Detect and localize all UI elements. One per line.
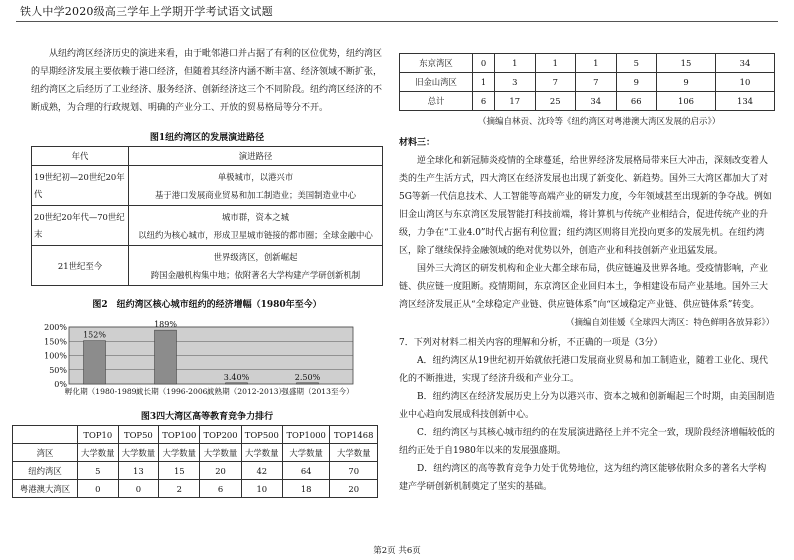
- row-label-header: 湾区: [13, 444, 78, 462]
- bar: [226, 383, 248, 384]
- table1-era-cell: 21世纪至今: [32, 246, 129, 286]
- sub-header: 大学数量: [330, 444, 378, 462]
- value-cell: 9: [657, 73, 716, 92]
- data-label: 2.50%: [294, 372, 321, 382]
- bar: [297, 383, 319, 384]
- table1-path-line: 跨国金融机构集中地；依附著名大学构建产学研创新机制: [150, 269, 361, 280]
- table-row: [400, 92, 775, 111]
- value-cell: 7: [535, 73, 576, 92]
- value-cell: 70: [330, 462, 378, 480]
- value-cell: 13: [118, 462, 159, 480]
- col-header: TOP100: [159, 426, 200, 444]
- table1-path-line: 城市群，资本之城: [222, 211, 289, 222]
- value-cell: 106: [657, 92, 716, 111]
- value-cell: 20: [200, 462, 241, 480]
- sub-header: 大学数量: [200, 444, 241, 462]
- table1-era-cell: 19世纪初—20世纪20年代: [32, 166, 129, 206]
- table1-path-line: 以纽约为核心城市，形成卫星城市链接的都市圈；全球金融中心: [138, 229, 373, 240]
- page-number: 第2页 共6页: [373, 546, 421, 556]
- value-cell: 64: [282, 462, 330, 480]
- bar: [155, 330, 177, 384]
- table-row: [13, 480, 378, 498]
- col-header: TOP200: [200, 426, 241, 444]
- x-category-label: 成熟期（2012-2013）: [206, 387, 287, 396]
- value-cell: 10: [715, 73, 774, 92]
- header-divider: [16, 21, 778, 22]
- material-three-title: 材料三：: [399, 138, 436, 148]
- option-a: A．纽约湾区从19世纪初开始就依托港口发展商业贸易和加工制造业，随着工业化、现代化的不断推进，实现了经济升级和产业分工。: [399, 356, 768, 384]
- table-source: （摘编自林贡、沈玲等《纽约湾区对粤港澳大湾区发展的启示》）: [478, 117, 721, 127]
- value-cell: 5: [616, 54, 657, 73]
- economic-growth-chart: [31, 315, 361, 397]
- data-label: 152%: [83, 330, 106, 340]
- value-cell: 134: [715, 92, 774, 111]
- table3-caption: 图3四大湾区高等教育竞争力排行: [140, 412, 274, 422]
- value-cell: 15: [657, 54, 716, 73]
- value-cell: 17: [495, 92, 536, 111]
- bay-name: 东京湾区: [400, 54, 473, 73]
- option-d: D．纽约湾区的高等教育竞争力处于优势地位，这为纽约湾区能够依附众多的著名大学构建产学研创新机制奠定了坚实的基础。: [399, 464, 767, 492]
- question-7-stem: 7．下列对材料二相关内容的理解和分析，不正确的一项是（3分）: [399, 338, 663, 348]
- bay-name: 粤港澳大湾区: [13, 480, 78, 498]
- value-cell: 20: [330, 480, 378, 498]
- sub-header: 大学数量: [118, 444, 159, 462]
- exam-header-title: 铁人中学2020级高三学年上学期开学考试语文试题: [20, 5, 273, 18]
- x-category-label: 成长期（1996-2006）: [135, 387, 216, 396]
- table1-caption: 图1纽约湾区的发展演进路径: [149, 133, 265, 143]
- material-three-paragraph-1: 逆全球化和新冠肺炎疫情的全球蔓延，给世界经济发展格局带来巨大冲击，深刻改变着人类的生产生活方式，四大湾区在经济发展也出现了新变化、新趋势。国外三大湾区都加大了对5G等新一代信息技术、人工智能等高端产业的研发力度，今年领域甚至出现新的争夺战。例如旧金山湾区与东京湾区发展智能打科技前端，将计算机与传统产业相结合，促进传统产业的升级，力争在“工业4.0”时代占据有利位置；纽约湾区则将目光投向更多的发展先机。在纽约湾区，除了继续保持金融领域的绝对优势以外，创造产业和科技创新产业迅猛发展。: [399, 156, 772, 256]
- value-cell: 66: [616, 92, 657, 111]
- value-cell: 9: [616, 73, 657, 92]
- col-header: TOP10: [78, 426, 119, 444]
- table-row: [400, 54, 775, 73]
- sub-header: 大学数量: [282, 444, 330, 462]
- value-cell: 15: [159, 462, 200, 480]
- table1-path-cell: [129, 206, 383, 246]
- table1-path-cell: [129, 246, 383, 286]
- table-row: [13, 462, 378, 480]
- value-cell: 5: [78, 462, 119, 480]
- education-ranking-table: [12, 425, 378, 498]
- col-header: TOP50: [118, 426, 159, 444]
- y-tick-label: 150%: [44, 337, 67, 347]
- value-cell: 0: [473, 54, 495, 73]
- chart-caption: 图2 纽约湾区核心城市纽约的经济增幅（1980年至今）: [92, 300, 322, 310]
- value-cell: 10: [241, 480, 282, 498]
- value-cell: 1: [473, 73, 495, 92]
- value-cell: 1: [576, 54, 617, 73]
- y-tick-label: 100%: [44, 351, 67, 361]
- material-three-source: （摘编自刘佳媛《全球四大湾区：特色鲜明各放异彩》）: [566, 318, 775, 328]
- table1-header-path: 演进路径: [129, 147, 383, 166]
- sub-header: 大学数量: [159, 444, 200, 462]
- value-cell: 25: [535, 92, 576, 111]
- value-cell: 0: [78, 480, 119, 498]
- y-tick-label: 50%: [49, 365, 67, 375]
- table1-path-line: 基于港口发展商业贸易和加工制造业；美国制造业中心: [155, 189, 356, 200]
- sub-header: 大学数量: [78, 444, 119, 462]
- value-cell: 6: [473, 92, 495, 111]
- development-path-table: [31, 146, 383, 286]
- value-cell: 18: [282, 480, 330, 498]
- col-header: TOP1000: [282, 426, 330, 444]
- table1-path-line: 单极城市，以港兴市: [217, 171, 294, 182]
- table1-era-cell: 20世纪20年代—70世纪末: [32, 206, 129, 246]
- value-cell: 34: [576, 92, 617, 111]
- value-cell: 34: [715, 54, 774, 73]
- y-tick-label: 200%: [44, 323, 67, 332]
- bar: [84, 341, 106, 384]
- value-cell: 7: [576, 73, 617, 92]
- data-label: 189%: [154, 320, 177, 330]
- table1-header-era: 年代: [32, 147, 129, 166]
- value-cell: 42: [241, 462, 282, 480]
- education-ranking-table-continued: [399, 53, 775, 111]
- value-cell: 0: [118, 480, 159, 498]
- table-row: [400, 73, 775, 92]
- bay-name: 总计: [400, 92, 473, 111]
- value-cell: 3: [495, 73, 536, 92]
- table1-path-line: 世界级湾区，创新崛起: [213, 251, 298, 262]
- x-category-label: 孵化期（1980-1989）: [64, 387, 145, 396]
- intro-paragraph: 从纽约湾区经济历史的演进来看，由于毗邻港口并占据了有利的区位优势，纽约湾区的早期经济发展主要依赖于港口经济，但随着其经济内涵不断丰富、经济领域不断扩张，纽约湾区之后经历了工业经济、服务经济、创新经济这三个不同阶段。纽约湾区经济的不断成熟，为合理的行政规划、明确的产业分工、开放的贸易格局等分不开。: [31, 49, 383, 113]
- table1-path-cell: [129, 166, 383, 206]
- bay-name: 旧金山湾区: [400, 73, 473, 92]
- material-three-paragraph-2: 国外三大湾区的研发机构和企业大都全球布局，供应链遍及世界各地。受疫情影响，产业链、供应链一度阻断。疫情期间，东京湾区企业回归本土，争相建设布局产业基地。国外三大湾区经济发展正从“全球稳定产业链、供应链体系”向“区域稳定产业链、供应链体系”转变。: [399, 264, 769, 310]
- col-header: TOP500: [241, 426, 282, 444]
- option-b: B．纽约湾区在经济发展历史上分为以港兴市、资本之城和创新崛起三个时期，由美国制造业中心趋向发展成科技创新中心。: [399, 392, 775, 420]
- y-tick-label: 0%: [54, 380, 67, 389]
- bay-name: 纽约湾区: [13, 462, 78, 480]
- x-category-label: 强盛期（2013至今）: [281, 387, 354, 396]
- sub-header: 大学数量: [241, 444, 282, 462]
- data-label: 3.40%: [223, 372, 250, 382]
- value-cell: 1: [535, 54, 576, 73]
- option-c: C．纽约湾区与其核心城市纽约的在发展演进路径上并不完全一致，现阶段经济增幅较低的纽约正处于自1980年以来的发展强盛期。: [399, 428, 775, 456]
- col-header: TOP1468: [330, 426, 378, 444]
- value-cell: 2: [159, 480, 200, 498]
- value-cell: 1: [495, 54, 536, 73]
- value-cell: 6: [200, 480, 241, 498]
